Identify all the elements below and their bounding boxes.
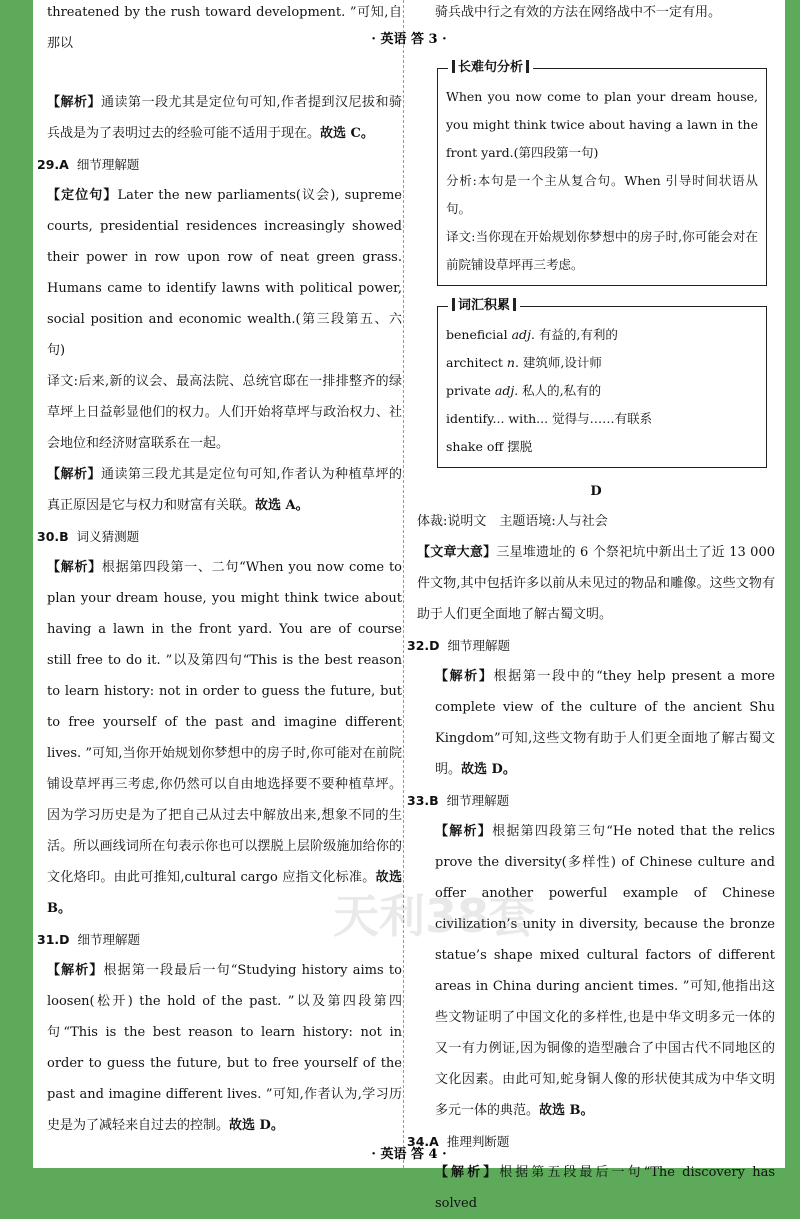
q33-heading: 33.B 细节理解题 [407,793,510,808]
q29-heading: 29.A 细节理解题 [37,157,140,172]
vocab-word: private [446,383,495,398]
vocab-meaning: 有益的,有利的 [538,327,618,342]
q32-heading: 32.D 细节理解题 [407,638,511,653]
vocab-item [446,433,758,461]
vocab-meaning: 私人的,私有的 [522,383,602,398]
page-number-bottom: · 英语 答 4 · [371,1147,447,1162]
q30-analysis: 【解析】根据第四段第一、二句“When you now come to plan your dream house, you might think twice about having a lawn in the front yard. You are of course still free to do it. ”以及第四句“This is the best reason to learn history: not in order to guess the future, but to free yourself of the past and imagine different lives. ”可知,当你开始规划你梦想中的房子时,你可能对在前院铺设草坪再三考虑,你仍然可以自由地选择要不要种植草坪。因为学习历史是为了把自己从过去中解放出来,想象不同的生活。所以画线词所在句表示你也可以摆脱上层阶级施加给你的文化烙印。由此可推知,cultural cargo 应指文化标准。故选 B。 [47,560,402,916]
long-sentence-translation: 译文:当你现在开始规划你梦想中的房子时,你可能会对在前院铺设草坪再三考虑。 [446,229,758,272]
q30-heading: 30.B 词义猜测题 [37,529,140,544]
vocabulary-list [446,321,758,461]
vocab-item [446,349,758,377]
page-number-top: · 英语 答 3 · [371,32,447,47]
q33-analysis: 【解析】根据第四段第三句“He noted that the relics prove the diversity(多样性) of Chinese culture and offer another powerful example of Chinese civilization’s unity in diversity, because the bronze statue’s shape mixed cultural factors of different areas in China during ancient times. ”可知,他指出这些文物证明了中国文化的多样性,也是中华文明多元一体的又一有力例证,因为铜像的造型融合了中国古代不同地区的文化因素。由此可知,蛇身铜人像的形状使其成为中华文明多元一体的典范。故选 B。 [435,824,775,1118]
q31-analysis: 【解析】根据第一段最后一句“Studying history aims to loosen(松开) the hold of the past. ”以及第四段第四句“This is the best reason to learn history: not in order to guess the future, but to free yourself of the past and imagine different lives. ”可知,作者认为,学习历史是为了减轻来自过去的控制。故选 D。 [47,963,402,1133]
long-sentence-text: When you now come to plan your dream house, you might think twice about having a lawn in the front yard.(第四段第一句) [446,89,758,160]
vocab-item [446,405,758,433]
vocabulary-title: 词汇积累 [448,297,520,315]
vocab-word: beneficial [446,327,512,342]
vocab-word: identify... with... [446,411,553,426]
right-top-line: 骑兵战中行之有效的方法在网络战中不一定有用。 [435,5,722,20]
vocab-pos: adj. [511,327,539,342]
watermark-text: 天利38套 [333,889,536,943]
vocab-item [446,377,758,405]
q29-analysis: 【解析】通读第三段尤其是定位句可知,作者认为种植草坪的真正原因是它与权力和财富有关联。故选 A。 [47,467,402,513]
long-sentence-title: 长难句分析 [448,59,533,77]
q31-heading: 31.D 细节理解题 [37,932,141,947]
vocabulary-box [437,298,767,468]
q29-locator: 【定位句】Later the new parliaments(议会), supreme courts, presidential residences increasingly showed their power in row upon row of neat green grass. Humans came to identify lawns with political power, social position and economic wealth.(第三段第五、六句) [47,188,402,358]
q34-heading: 34.A 推理判断题 [407,1134,510,1149]
long-sentence-analysis: 分析:本句是一个主从复合句。When 引导时间状语从句。 [446,173,758,216]
q34-analysis: 【解析】根据第五段最后一句“The discovery has solved [435,1165,775,1211]
answer-page [33,0,785,1211]
genre-line: 体裁:说明文 主题语境:人与社会 [417,514,608,529]
vocab-meaning: 觉得与……有联系 [552,411,653,426]
vocab-word: architect [446,355,507,370]
vocab-word: shake off [446,439,508,454]
summary: 【文章大意】三星堆遗址的 6 个祭祀坑中新出土了近 13 000 件文物,其中包括许多以前从未见过的物品和雕像。这些文物有助于人们更全面地了解古蜀文明。 [417,545,775,622]
vocab-meaning: 建筑师,设计师 [522,355,602,370]
q29-translation: 译文:后来,新的议会、最高法院、总统官邸在一排排整齐的绿草坪上日益彰显他们的权力。人们开始将草坪与政治权力、社会地位和经济财富联系在一起。 [47,374,402,451]
vocab-meaning: 摆脱 [507,439,533,454]
left-column [37,0,402,1141]
vocab-pos: n. [506,355,523,370]
long-sentence-box [437,60,767,286]
q32-analysis: 【解析】根据第一段中的“they help present a more complete view of the culture of the ancient Shu Kingdom”可知,这些文物有助于人们更全面地了解古蜀文明。故选 D。 [435,669,775,777]
q28-analysis: 【解析】通读第一段尤其是定位句可知,作者提到汉尼拔和骑兵战是为了表明过去的经验可能不适用于现在。故选 C。 [47,95,402,141]
section-letter: D [590,484,602,499]
vocab-item [446,321,758,349]
left-top-line: threatened by the rush toward development. ”可知,自那以 [47,5,402,51]
vocab-pos: adj. [494,383,523,398]
column-divider [403,0,404,1168]
